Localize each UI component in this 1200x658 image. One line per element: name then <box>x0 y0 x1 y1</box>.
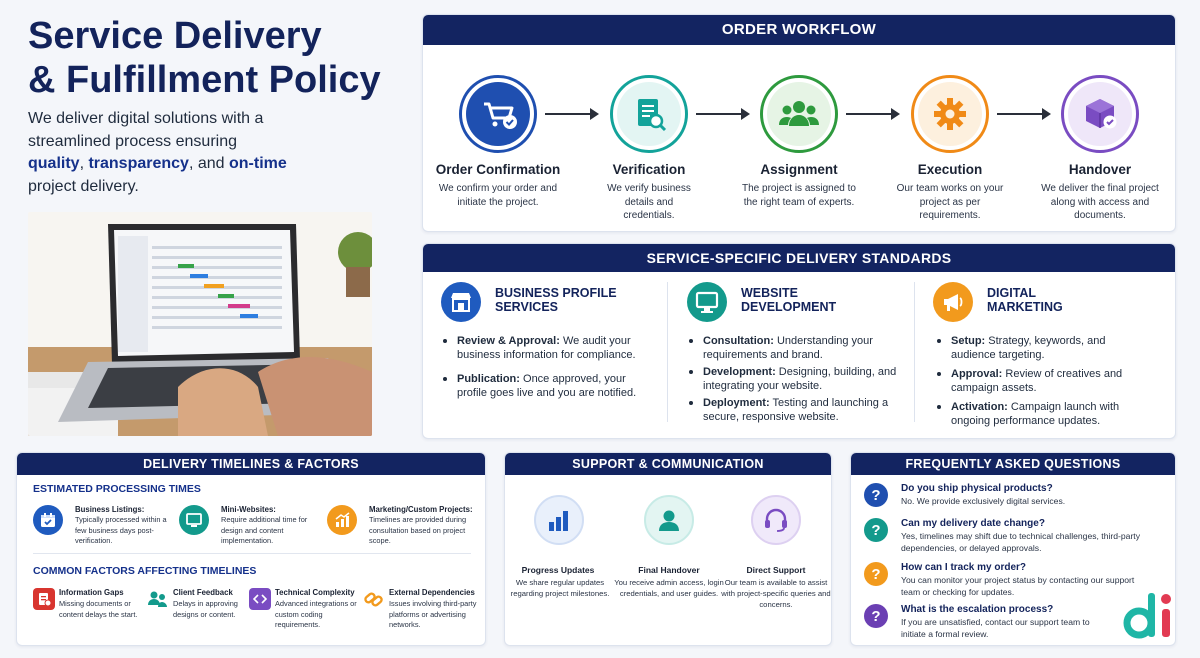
team-icon <box>760 75 838 153</box>
document-search-icon <box>610 75 688 153</box>
service-title-l1: BUSINESS PROFILE <box>495 286 617 300</box>
service-bullet <box>443 334 651 362</box>
bullet-text: Review of creatives and campaign assets. <box>951 368 1123 394</box>
faq-question: What is the escalation process? <box>901 604 1054 615</box>
order-workflow-panel <box>422 14 1176 232</box>
intro-end: project delivery. <box>28 177 139 195</box>
workflow-step-name: Handover <box>1068 162 1132 177</box>
delivery-standards-header: SERVICE-SPECIFIC DELIVERY STANDARDS <box>423 244 1175 272</box>
page-title <box>28 14 408 102</box>
faq-answer: Yes, timelines may shift due to technical challenges, third-party dependencies, or delayed approvals. <box>901 531 1140 553</box>
bullet-label: Development: <box>703 366 776 378</box>
workflow-step-assignment <box>724 75 874 209</box>
timelines-panel <box>16 452 486 646</box>
laptop-photo <box>28 212 372 436</box>
est-title: Business Listings: <box>75 505 145 514</box>
workflow-step-execution <box>875 75 1025 223</box>
bullet-label: Setup: <box>951 335 986 347</box>
faq-question: Can my delivery date change? <box>901 518 1045 529</box>
workflow-step-desc: The project is assigned to the right team of experts. <box>742 183 856 208</box>
support-title: Direct Support <box>746 565 806 575</box>
bullet-text: Understanding your requirements and brand. <box>703 335 873 361</box>
bullet-text: Once approved, your profile goes live and you are notified. <box>457 373 637 399</box>
support-title: Final Handover <box>638 565 700 575</box>
support-desc: We share regular updates regarding project milestones. <box>510 578 610 598</box>
factor-desc: Delays in approving designs or content. <box>173 599 238 619</box>
bullet-text: Designing, building, and integrating your website. <box>703 366 897 392</box>
order-workflow-header: ORDER WORKFLOW <box>423 15 1175 45</box>
package-check-icon <box>1061 75 1139 153</box>
est-title: Marketing/Custom Projects: <box>369 505 473 514</box>
page-title-line2: & Fulfillment Policy <box>28 59 381 101</box>
faq-question: How can I track my order? <box>901 562 1027 573</box>
support-header: SUPPORT & COMMUNICATION <box>505 453 831 475</box>
workflow-step-desc: We deliver the final project along with access and documents. <box>1041 183 1159 221</box>
timelines-header: DELIVERY TIMELINES & FACTORS <box>17 453 485 475</box>
intro-comma: , <box>79 155 89 172</box>
service-title <box>495 286 617 314</box>
bullet-label: Approval: <box>951 368 1003 380</box>
support-title: Progress Updates <box>521 565 595 575</box>
bullet-label: Deployment: <box>703 397 770 409</box>
faq-question: Do you ship physical products? <box>901 483 1053 494</box>
service-title-l1: WEBSITE <box>741 286 798 300</box>
service-title <box>741 286 836 314</box>
bullet-label: Consultation: <box>703 335 774 347</box>
intro-text <box>28 108 288 198</box>
monitor-icon <box>179 505 209 535</box>
bullet-text: We audit your business information for compliance. <box>457 335 636 361</box>
service-bullet <box>937 334 1137 362</box>
factor-title: Client Feedback <box>173 588 233 597</box>
question-icon: ? <box>864 604 888 628</box>
intro-and: , and <box>188 155 229 172</box>
bullet-text: Testing and launching a secure, responsive website. <box>703 397 889 423</box>
service-title-l2: MARKETING <box>987 300 1063 314</box>
monitor-icon <box>687 282 727 322</box>
support-panel <box>504 452 832 646</box>
workflow-step-order-confirmation <box>423 75 573 209</box>
factor-title: Information Gaps <box>59 588 124 597</box>
factor-desc: Advanced integrations or custom coding requirements. <box>275 599 357 629</box>
est-title: Mini-Websites: <box>221 505 276 514</box>
faq-answer: No. We provide exclusively digital services. <box>901 496 1066 506</box>
workflow-step-desc: We verify business details and credentials. <box>607 183 691 221</box>
est-desc: Typically processed within a few business days post-verification. <box>75 515 167 545</box>
brand-logo <box>1123 587 1175 643</box>
gear-icon <box>911 75 989 153</box>
workflow-step-desc: Our team works on your project as per requirements. <box>896 183 1004 221</box>
storefront-icon <box>441 282 481 322</box>
factor-title: Technical Complexity <box>275 588 355 597</box>
workflow-step-desc: We confirm your order and initiate the project. <box>438 183 558 208</box>
service-bullet <box>689 334 901 362</box>
bullet-text: Campaign launch with ongoing performance updates. <box>951 401 1120 427</box>
bullet-label: Activation: <box>951 401 1008 413</box>
faq-header: FREQUENTLY ASKED QUESTIONS <box>851 453 1175 475</box>
est-desc: Timelines are provided during consultation based on project scope. <box>369 515 467 545</box>
service-title-l2: SERVICES <box>495 300 558 314</box>
workflow-step-name: Order Confirmation <box>435 162 561 177</box>
common-factors-title: COMMON FACTORS AFFECTING TIMELINES <box>33 565 257 577</box>
bar-chart-icon <box>534 495 584 545</box>
question-icon: ? <box>864 483 888 507</box>
workflow-step-name: Verification <box>612 162 686 177</box>
megaphone-icon <box>933 282 973 322</box>
intro-quality: quality <box>28 155 80 172</box>
service-bullet <box>689 396 901 424</box>
support-desc: You receive admin access, login credentials, and user guides. <box>614 578 724 598</box>
service-title <box>987 286 1063 314</box>
divider <box>33 553 471 554</box>
factor-desc: Issues involving third-party platforms or advertising networks. <box>389 599 477 629</box>
laptop-illustration <box>28 212 372 436</box>
user-icon <box>644 495 694 545</box>
question-icon: ? <box>864 562 888 586</box>
link-chain-icon <box>363 588 385 610</box>
faq-answer: You can monitor your project status by contacting our support team or checking for updates. <box>901 575 1135 597</box>
workflow-step-name: Assignment <box>760 162 838 177</box>
service-bullet <box>937 367 1137 395</box>
cart-check-icon <box>459 75 537 153</box>
divider <box>667 282 668 422</box>
faq-answer: If you are unsatisfied, contact our support team to initiate a formal review. <box>901 617 1090 639</box>
faq-panel <box>850 452 1176 646</box>
people-feedback-icon <box>147 588 169 610</box>
intro-ontime: on-time <box>228 155 287 172</box>
code-icon <box>249 588 271 610</box>
headset-icon <box>751 495 801 545</box>
delivery-standards-panel <box>422 243 1176 439</box>
factor-title: External Dependencies <box>389 588 475 597</box>
workflow-step-name: Execution <box>917 162 983 177</box>
calendar-icon <box>33 505 63 535</box>
estimated-times-title: ESTIMATED PROCESSING TIMES <box>33 483 201 495</box>
bullet-label: Review & Approval: <box>457 335 560 347</box>
factor-desc: Missing documents or content delays the start. <box>59 599 138 619</box>
page-title-line1: Service Delivery <box>28 15 322 57</box>
service-digital-marketing <box>915 244 1177 438</box>
intro-transparency: transparency <box>88 155 189 172</box>
bullet-text: Strategy, keywords, and audience targeting. <box>951 335 1106 361</box>
service-title-l2: DEVELOPMENT <box>741 300 837 314</box>
workflow-step-handover <box>1025 75 1175 223</box>
est-desc: Require additional time for design and content implementation. <box>221 515 308 545</box>
service-bullet <box>689 365 901 393</box>
question-icon: ? <box>864 518 888 542</box>
intro-start: We deliver digital solutions with a streamlined process ensuring <box>28 110 264 150</box>
service-website-development <box>669 244 915 438</box>
service-title-l1: DIGITAL <box>987 286 1037 300</box>
workflow-step-verification <box>574 75 724 223</box>
missing-document-icon <box>33 588 55 610</box>
bullet-label: Publication: <box>457 373 520 385</box>
chart-growth-icon <box>327 505 357 535</box>
service-business-profile <box>423 244 669 438</box>
support-desc: Our team is available to assist with project-specific queries and concerns. <box>721 578 831 609</box>
service-bullet <box>937 400 1147 428</box>
service-bullet <box>443 372 651 400</box>
